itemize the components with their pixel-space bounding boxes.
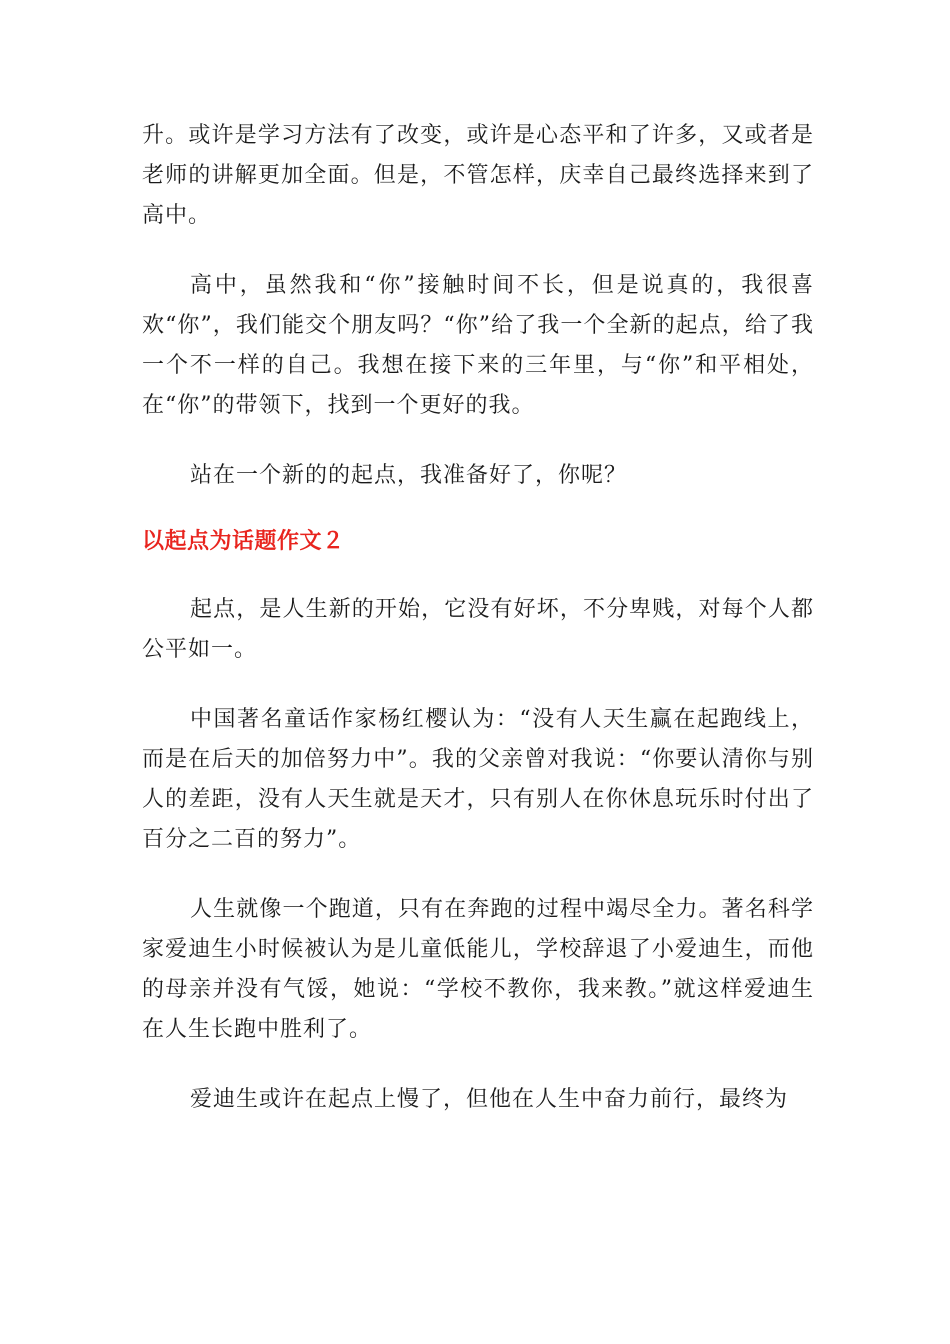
paragraph-4: 起点，是人生新的开始，它没有好坏，不分卑贱，对每个人都公平如一。 bbox=[142, 597, 814, 662]
paragraph-6: 人生就像一个跑道，只有在奔跑的过程中竭尽全力。著名科学家爱迪生小时候被认为是儿童低能儿，学校辞退了小爱迪生，而他的母亲并没有气馁，她说：“学校不教你，我来教。”就这样爱迪生在人生长跑中胜利了。 bbox=[142, 897, 814, 1042]
paragraph-2: 高中，虽然我和“你”接触时间不长，但是说真的，我很喜欢“你”，我们能交个朋友吗？“你”给了我一个全新的起点，给了我一个不一样的自己。我想在接下来的三年里，与“你”和平相处，在“你”的带领下，找到一个更好的我。 bbox=[142, 273, 814, 418]
paragraph-5: 中国著名童话作家杨红樱认为：“没有人天生赢在起跑线上，而是在后天的加倍努力中”。我的父亲曾对我说：“你要认清你与别人的差距，没有人天生就是天才，只有别人在你休息玩乐时付出了百分之二百的努力”。 bbox=[142, 707, 814, 852]
paragraph-1: 升。或许是学习方法有了改变，或许是心态平和了许多，又或者是老师的讲解更加全面。但是，不管怎样，庆幸自己最终选择来到了高中。 bbox=[142, 123, 814, 228]
document-body bbox=[142, 116, 814, 1150]
section-heading: 以起点为话题作文２ bbox=[142, 529, 345, 554]
paragraph-3: 站在一个新的的起点，我准备好了，你呢？ bbox=[190, 463, 628, 488]
paragraph-7: 爱迪生或许在起点上慢了，但他在人生中奋力前行，最终为 bbox=[190, 1087, 789, 1112]
